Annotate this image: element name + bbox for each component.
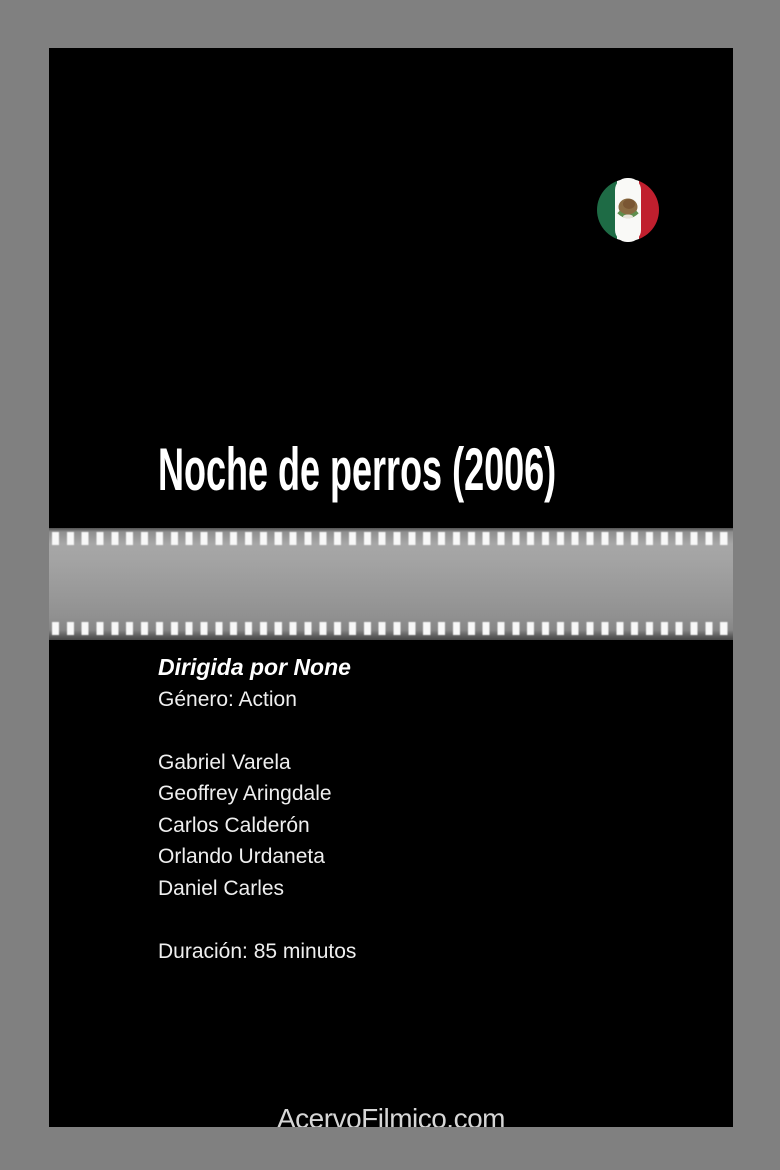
- cast-member-name: Daniel Carles: [158, 876, 285, 900]
- film-strip-holes-top: [52, 532, 731, 545]
- website-text: AcervoFilmico.com: [277, 1103, 505, 1127]
- movie-poster: [49, 48, 733, 1127]
- director-line: Dirigida por None: [158, 654, 351, 680]
- cast-member-name: Carlos Calderón: [158, 813, 310, 837]
- cast-member-name: Geoffrey Aringdale: [158, 782, 332, 805]
- film-strip-graphic: [49, 528, 733, 640]
- duration-line: Duración: 85 minutos: [158, 939, 357, 963]
- mexico-flag-icon: [595, 178, 661, 242]
- movie-title: Noche de perros (2006): [158, 436, 557, 503]
- movie-info-block: [158, 652, 356, 967]
- cast-member-name: Gabriel Varela: [158, 750, 291, 774]
- genre-line: Género: Action: [158, 687, 297, 711]
- cast-member-name: Orlando Urdaneta: [158, 845, 325, 868]
- mexico-flag-svg: [595, 178, 661, 242]
- cast-list: [158, 747, 356, 905]
- film-strip-holes-bottom: [52, 622, 731, 635]
